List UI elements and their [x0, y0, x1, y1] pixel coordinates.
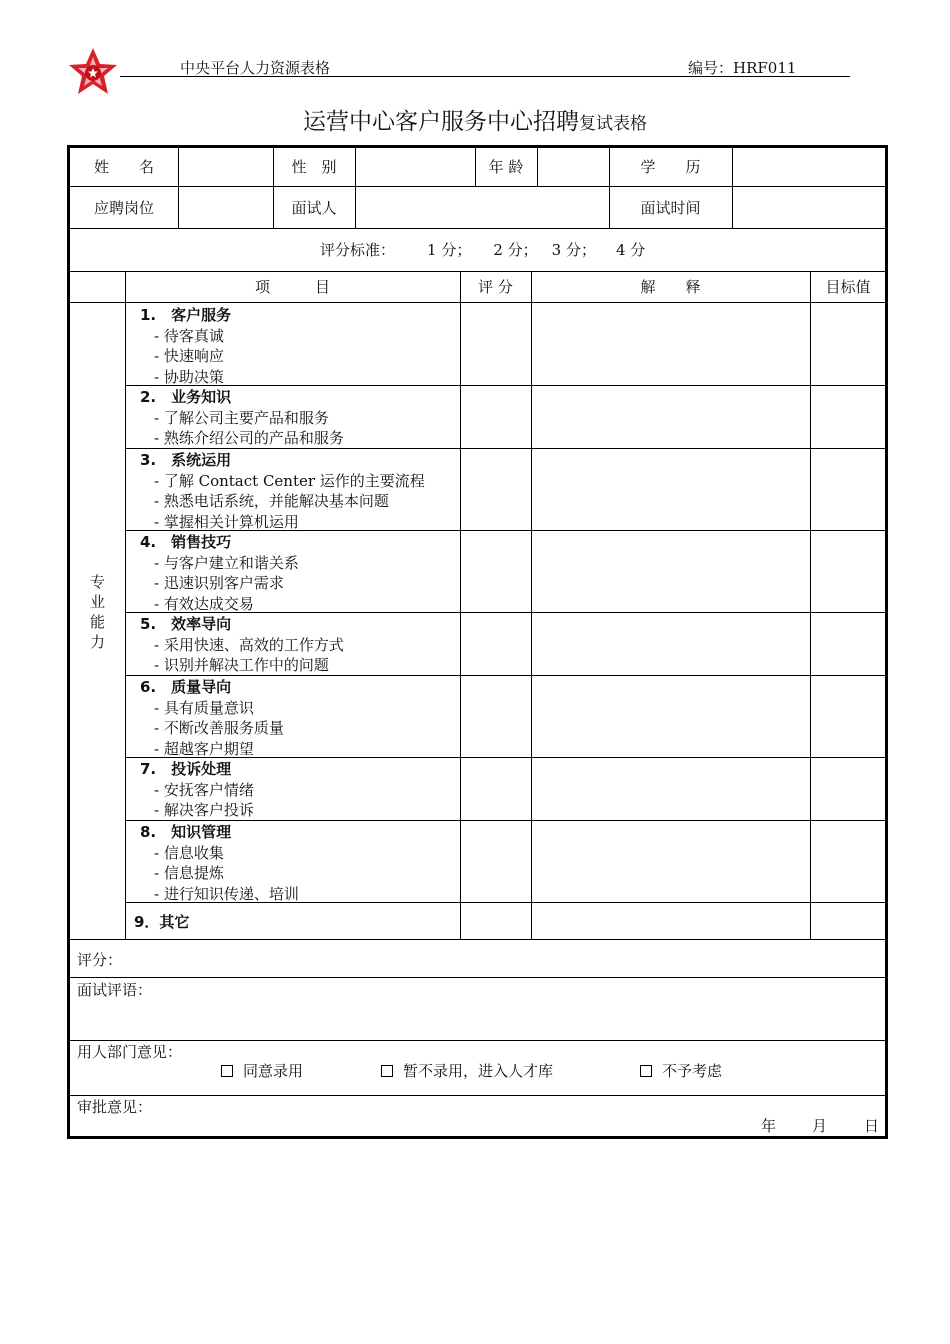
- item-system-usage: 3. 系统运用 - 了解 Contact Center 运作的主要流程 - 熟悉电话系统，并能解决基本问题 - 掌握相关计算机运用: [140, 451, 425, 531]
- page-title: [0, 103, 950, 136]
- column-score: 评 分: [478, 278, 513, 296]
- title-main: 运营中心客户服务中心招聘: [303, 109, 579, 135]
- interviewer-label: 面试人: [291, 199, 337, 217]
- total-score-label: 评分：: [77, 951, 123, 969]
- scoring-standard: [320, 241, 645, 260]
- score-1: 1 分；: [427, 241, 472, 259]
- score-3: 3 分；: [551, 241, 596, 259]
- gender-label: 性 别: [291, 158, 337, 176]
- category-professional-ability: 专 业 能 力: [89, 573, 105, 651]
- item-business-knowledge: 2. 业务知识 - 了解公司主要产品和服务 - 熟练介绍公司的产品和服务: [140, 388, 344, 447]
- company-logo-icon: [66, 46, 120, 100]
- date-day: 日: [864, 1117, 880, 1135]
- title-sub: 复试表格: [579, 114, 647, 134]
- checkbox-icon[interactable]: [221, 1065, 233, 1077]
- scoring-standard-label: 评分标准：: [320, 241, 396, 259]
- header-rule: [120, 76, 850, 77]
- item-complaint-handling: 7. 投诉处理 - 安抚客户情绪 - 解决客户投诉: [140, 760, 254, 819]
- interview-comment-label: 面试评语：: [77, 981, 153, 999]
- option-talent-pool[interactable]: 暂不录用，进入人才库: [381, 1062, 553, 1081]
- form-code: 编号：HRF011: [688, 59, 797, 77]
- interview-time-label: 面试时间: [640, 199, 701, 217]
- column-explain: 解 释: [640, 278, 701, 296]
- org-name: 中央平台人力资源表格: [180, 59, 331, 77]
- item-efficiency: 5. 效率导向 - 采用快速、高效的工作方式 - 识别并解决工作中的问题: [140, 615, 344, 674]
- age-label: 年 龄: [488, 158, 524, 176]
- department-opinion-label: 用人部门意见：: [77, 1043, 183, 1061]
- education-label: 学 历: [640, 158, 701, 176]
- item-customer-service: 1. 客户服务 - 待客真诚 - 快速响应 - 协助决策: [140, 306, 232, 386]
- item-knowledge-management: 8. 知识管理 - 信息收集 - 信息提炼 - 进行知识传递、培训: [140, 823, 299, 903]
- item-quality: 6. 质量导向 - 具有质量意识 - 不断改善服务质量 - 超越客户期望: [140, 678, 284, 758]
- option-accept[interactable]: 同意录用: [221, 1062, 303, 1081]
- column-item: 项 目: [254, 278, 330, 296]
- approval-opinion-label: 审批意见：: [77, 1098, 153, 1116]
- column-target: 目标值: [825, 278, 871, 296]
- checkbox-icon[interactable]: [640, 1065, 652, 1077]
- checkbox-icon[interactable]: [381, 1065, 393, 1077]
- item-other: 9．其它: [134, 913, 190, 931]
- name-label: 姓 名: [93, 158, 154, 176]
- position-label: 应聘岗位: [93, 199, 154, 217]
- score-2: 2 分；: [493, 241, 538, 259]
- score-4: 4 分: [615, 241, 646, 259]
- option-reject[interactable]: 不予考虑: [640, 1062, 722, 1081]
- date-month: 月: [812, 1117, 828, 1135]
- item-sales-skills: 4. 销售技巧 - 与客户建立和谐关系 - 迅速识别客户需求 - 有效达成交易: [140, 533, 299, 613]
- date-year: 年: [761, 1117, 777, 1135]
